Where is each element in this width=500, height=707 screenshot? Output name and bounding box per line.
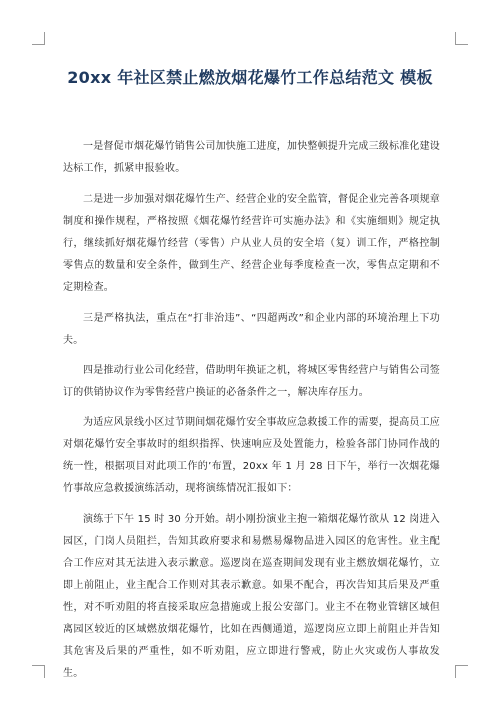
document-title: 20xx 年社区禁止燃放烟花爆竹工作总结范文 模板 <box>67 68 433 87</box>
document-body <box>63 136 440 694</box>
paragraph-2: 二是进一步加强对烟花爆竹生产、经营企业的安全监管，督促企业完善各项规章制度和操作规程，严格按照《烟花爆竹经营许可实施办法》和《实施细则》规定执行，继续抓好烟花爆竹经营（零售）户从业人员的安全培（复）训工作，严格控制零售点的数量和安全条件，做到生产、经营企业每季度检查一次，零售点定期和不定期检查。 <box>63 194 440 293</box>
paragraph-5: 为适应风景线小区过节期间烟花爆竹安全事故应急救援工作的需要，提高员工应对烟花爆竹安全事故时的组织指挥、快速响应及处置能力，检验各部门协同作战的统一性，根据项目对此项工作的’布置，20xx 年 1 月 28 日下午，举行一次烟花爆竹事故应急救援演练活动，现将演练情况汇报如下： <box>63 417 440 494</box>
crop-mark-top-left <box>32 32 45 45</box>
paragraph-1: 一是督促市烟花爆竹销售公司加快施工进度，加快整顿提升完成三级标准化建设达标工作，抓紧申报验收。 <box>63 141 440 174</box>
crop-mark-top-right <box>455 32 468 45</box>
paragraph-4: 四是推动行业公司化经营，借助明年换证之机，将城区零售经营户与销售公司签订的供销协议作为零售经营户换证的必备条件之一，解决库存压力。 <box>63 365 440 398</box>
paragraph-3: 三是严格执法，重点在“打非治违”、“四超两改”和企业内部的环境治理上下功夫。 <box>63 313 440 346</box>
crop-mark-bottom-right <box>455 665 468 678</box>
paragraph-6: 演练于下午 15 时 30 分开始。胡小刚扮演业主抱一箱烟花爆竹欲从 12 岗进入园区，门岗人员阻拦，告知其政府要求和易燃易爆物品进入园区的危害性。业主配合工作应对其无法进入表示歉意。巡逻岗在巡查期间发现有业主燃放烟花爆竹，立即上前阻止，业主配合工作则对其表示歉意。如果不配合，再次告知其后果及严重性，对不听劝阻的将直接采取应急措施或上报公安部门。业主不在物业管辖区域但离园区较近的区域燃放烟花爆竹，比如在西侧通道，巡逻岗应立即上前阻止并告知其危害及后果的严重性，如不听劝阻，应立即进行警戒，防止火灾或伤人事故发生。 <box>63 514 440 679</box>
crop-mark-bottom-left <box>32 665 45 678</box>
